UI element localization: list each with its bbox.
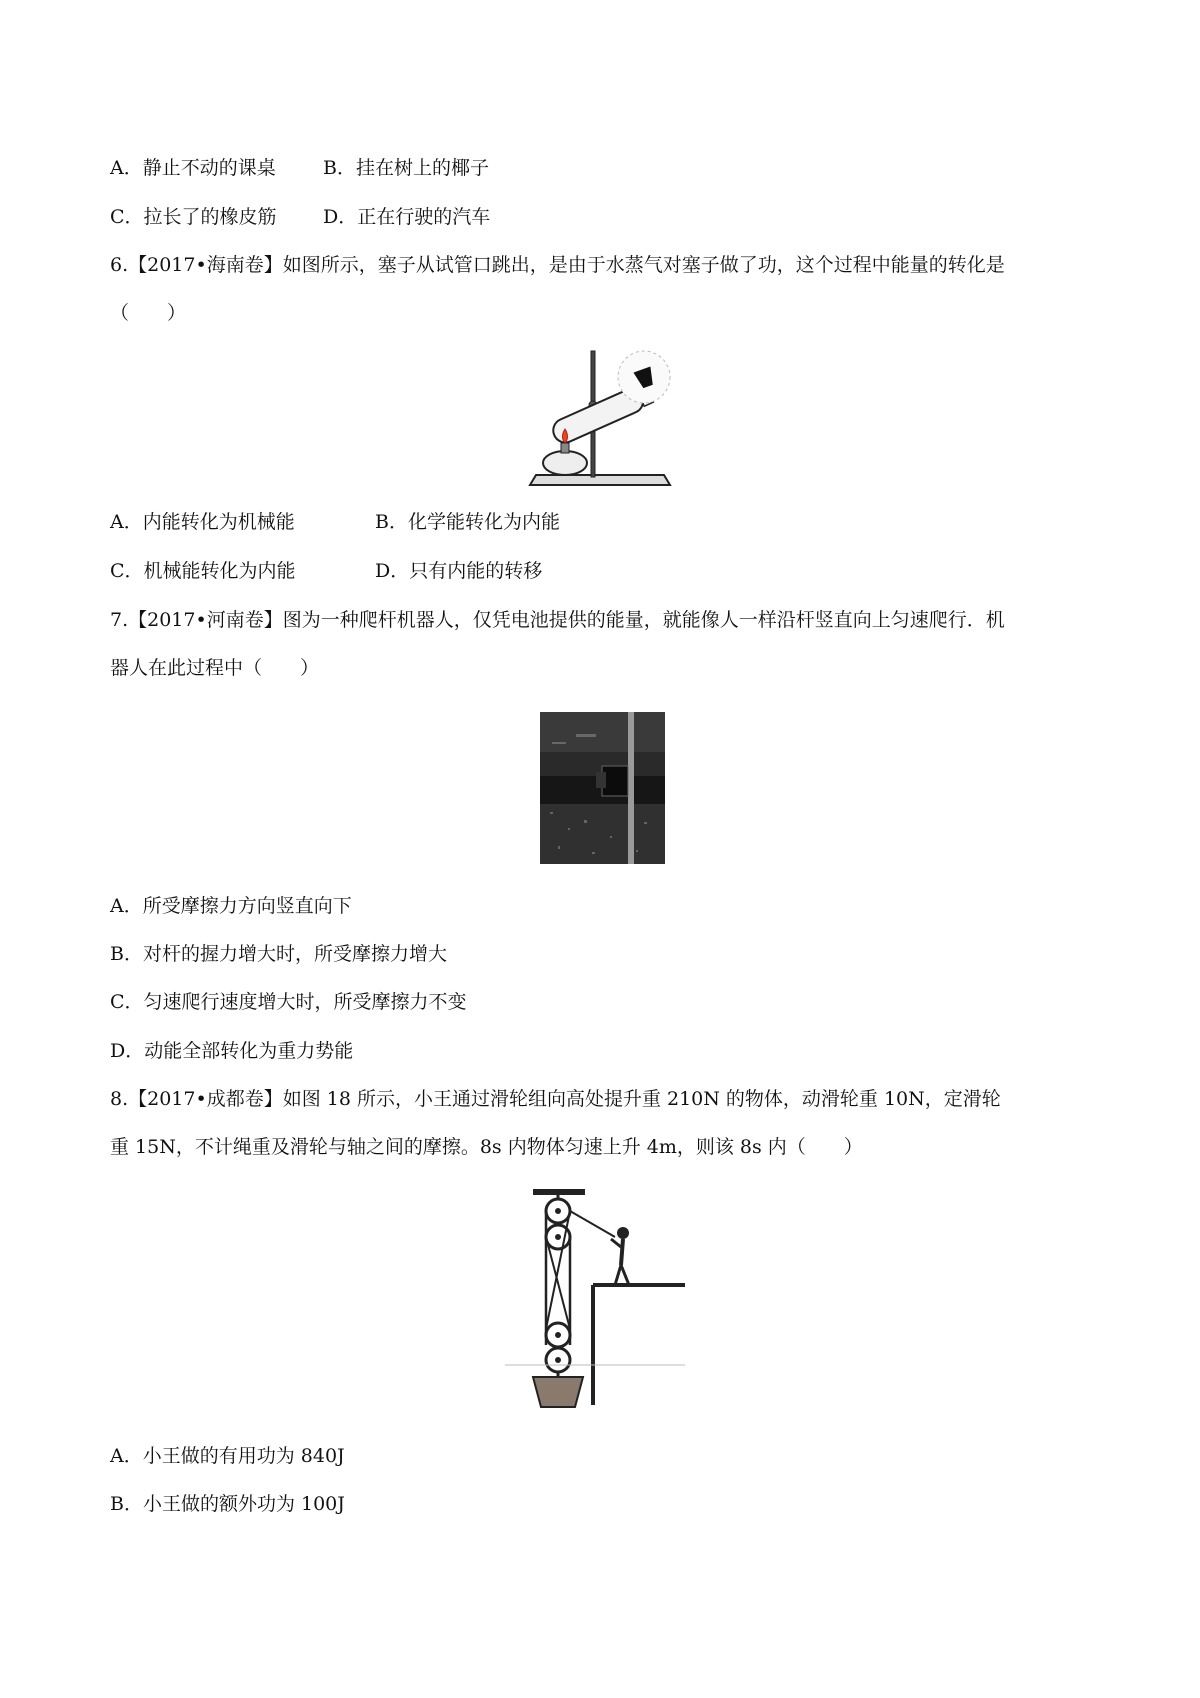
q7-option-d: D．动能全部转化为重力势能 (110, 1040, 354, 1062)
q7-option-c: C．匀速爬行速度增大时，所受摩擦力不变 (110, 991, 467, 1013)
q7-option-b: B．对杆的握力增大时，所受摩擦力增大 (110, 943, 447, 965)
climbing-robot-photo (540, 712, 665, 864)
q6-option-a: A．内能转化为机械能 (110, 511, 295, 533)
q6-option-d: D．只有内能的转移 (375, 560, 543, 582)
q8-stem-line1: 8.【2017•成都卷】如图 18 所示，小王通过滑轮组向高处提升重 210N 的物体，动滑轮重 10N，定滑轮 (110, 1088, 1001, 1110)
q7-option-a: A．所受摩擦力方向竖直向下 (110, 895, 352, 917)
q7-stem-line1: 7.【2017•河南卷】图为一种爬杆机器人，仅凭电池提供的能量，就能像人一样沿杆竖直向上匀速爬行．机 (110, 609, 1005, 631)
test-tube-figure (520, 345, 690, 495)
q5-option-a: A．静止不动的课桌 (110, 157, 276, 179)
q6-option-b: B．化学能转化为内能 (375, 511, 560, 533)
q5-option-c: C．拉长了的橡皮筋 (110, 206, 277, 228)
q8-stem-line2: 重 15N，不计绳重及滑轮与轴之间的摩擦。8s 内物体匀速上升 4m，则该 8s 内（ ） (110, 1136, 863, 1158)
q7-stem-line2: 器人在此过程中（ ） (110, 657, 320, 679)
q8-option-a: A．小王做的有用功为 840J (110, 1445, 345, 1467)
q8-option-b: B．小王做的额外功为 100J (110, 1493, 345, 1515)
q6-option-c: C．机械能转化为内能 (110, 560, 296, 582)
q5-option-d: D．正在行驶的汽车 (323, 206, 491, 228)
pulley-system-figure (505, 1185, 700, 1410)
q6-stem-line1: 6.【2017•海南卷】如图所示，塞子从试管口跳出，是由于水蒸气对塞子做了功，这个过程中能量的转化是 (110, 254, 1005, 276)
q6-stem-line2: （ ） (110, 302, 187, 324)
q5-option-b: B．挂在树上的椰子 (323, 157, 489, 179)
